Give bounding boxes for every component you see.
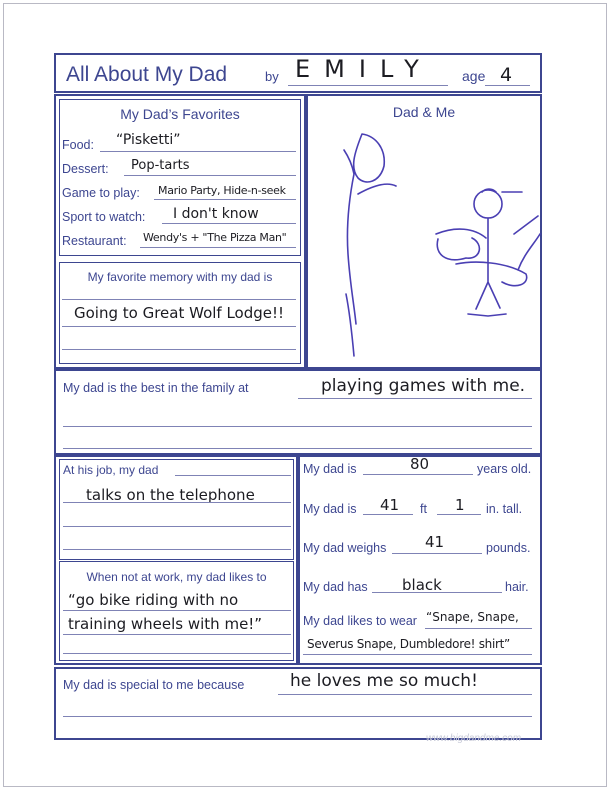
height-ft-line xyxy=(363,514,413,515)
favorites-heading: My Dad’s Favorites xyxy=(120,106,240,122)
dad-age-value: 80 xyxy=(410,455,430,473)
sport-value: I don't know xyxy=(173,206,259,222)
food-value: “Pisketti” xyxy=(116,132,181,148)
job-line-3 xyxy=(63,549,291,550)
memory-heading: My favorite memory with my dad is xyxy=(87,270,273,284)
weight-value: 41 xyxy=(425,533,445,551)
restaurant-line xyxy=(140,247,296,248)
wear-prefix: My dad likes to wear xyxy=(303,614,417,628)
height-prefix: My dad is xyxy=(303,502,357,516)
height-in-line xyxy=(437,514,481,515)
special-answer: he loves me so much! xyxy=(290,671,478,691)
dad-age-line xyxy=(363,474,473,475)
wear-line-2: Severus Snape, Dumbledore! shirt” xyxy=(307,637,510,651)
special-line-2 xyxy=(63,716,532,717)
dessert-value: Pop-tarts xyxy=(131,158,190,173)
not-work-line-1 xyxy=(63,610,291,611)
weight-suffix: pounds. xyxy=(486,541,531,555)
memory-answer: Going to Great Wolf Lodge!! xyxy=(74,304,285,322)
not-work-label: When not at work, my dad likes to xyxy=(86,570,267,584)
best-label: My dad is the best in the family at xyxy=(63,381,249,395)
weight-prefix: My dad weighs xyxy=(303,541,387,555)
age-label: age xyxy=(462,68,486,84)
not-work-answer-1: “go bike riding with no xyxy=(68,591,239,609)
me-head xyxy=(474,190,502,218)
job-label: At his job, my dad xyxy=(63,463,159,477)
in-label: in. tall. xyxy=(486,502,523,516)
age-prefix: My dad is xyxy=(303,462,357,476)
dad-figure-outline xyxy=(344,134,396,356)
ft-label: ft xyxy=(420,502,427,516)
game-line xyxy=(154,199,296,200)
job-line-0 xyxy=(175,475,291,476)
not-work-line-3 xyxy=(63,653,291,654)
not-work-line-2 xyxy=(63,634,291,635)
height-in-value: 1 xyxy=(455,496,465,514)
game-label: Game to play: xyxy=(62,186,140,200)
food-line xyxy=(100,151,296,152)
restaurant-value: Wendy's + "The Pizza Man" xyxy=(143,231,287,244)
weight-line xyxy=(392,553,482,554)
age-suffix: years old. xyxy=(477,462,532,476)
special-label: My dad is special to me because xyxy=(63,678,245,692)
height-ft-value: 41 xyxy=(380,496,400,514)
name-line xyxy=(288,85,448,86)
special-line-1 xyxy=(278,694,532,695)
food-label: Food: xyxy=(62,138,94,152)
job-line-1 xyxy=(63,502,291,503)
hair-prefix: My dad has xyxy=(303,580,368,594)
game-value: Mario Party, Hide-n-seek xyxy=(158,184,286,197)
best-line-1 xyxy=(298,398,532,399)
watermark: www.bigdandme.com xyxy=(426,733,522,744)
sport-line xyxy=(162,223,296,224)
wear-rule-1 xyxy=(425,628,532,629)
page-title: All About My Dad xyxy=(66,63,228,86)
sport-label: Sport to watch: xyxy=(62,210,146,224)
child-name: EMILY xyxy=(295,55,433,83)
job-line-2 xyxy=(63,526,291,527)
me-body xyxy=(436,192,540,316)
hair-value: black xyxy=(402,576,442,594)
best-answer: playing games with me. xyxy=(321,376,526,396)
drawing-heading: Dad & Me xyxy=(392,104,456,120)
by-label: by xyxy=(265,69,279,84)
best-line-3 xyxy=(63,448,532,449)
restaurant-label: Restaurant: xyxy=(62,234,127,248)
wear-line-1: “Snape, Snape, xyxy=(426,610,519,624)
child-age: 4 xyxy=(500,64,513,86)
job-answer: talks on the telephone xyxy=(86,486,255,504)
memory-line-2 xyxy=(62,326,296,327)
not-work-answer-2: training wheels with me!” xyxy=(68,615,263,633)
hair-suffix: hair. xyxy=(505,580,529,594)
facts-box xyxy=(298,455,542,665)
memory-line-1 xyxy=(62,299,296,300)
child-drawing xyxy=(306,94,542,369)
best-line-2 xyxy=(63,426,532,427)
wear-rule-2 xyxy=(303,654,532,655)
dessert-label: Dessert: xyxy=(62,162,109,176)
dessert-line xyxy=(124,175,296,176)
memory-line-3 xyxy=(62,349,296,350)
